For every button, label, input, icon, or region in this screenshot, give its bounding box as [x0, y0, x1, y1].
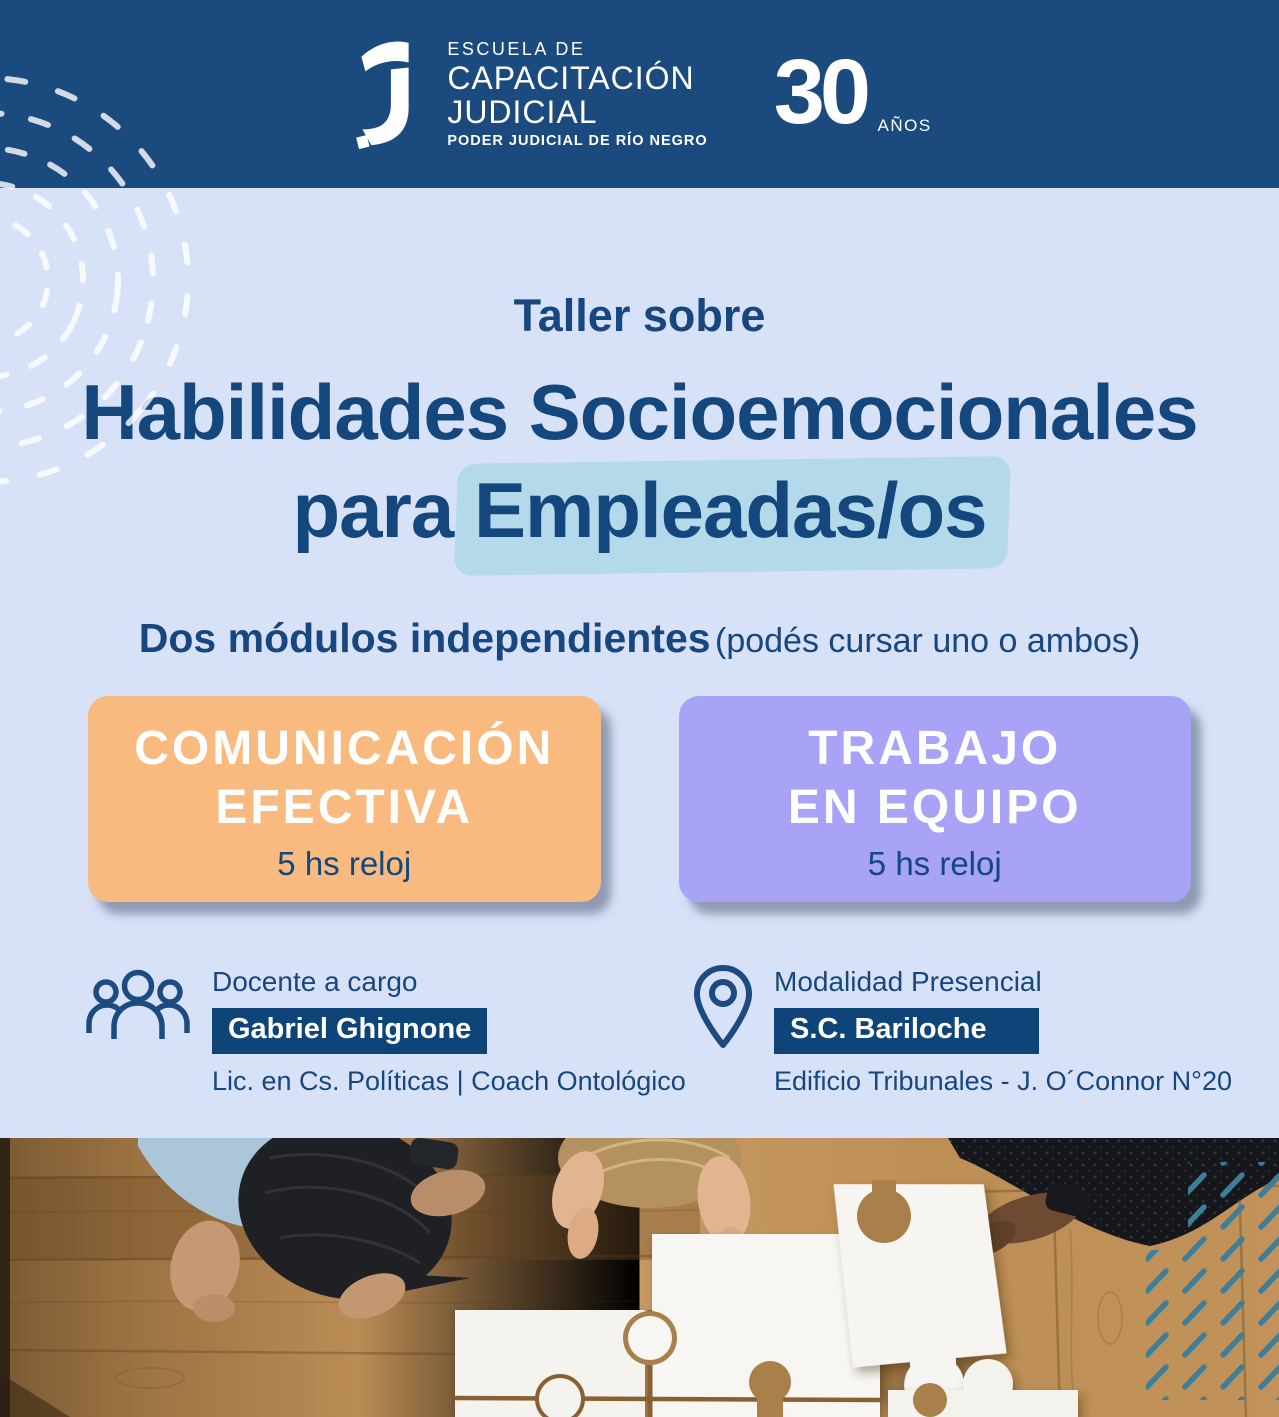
modules-subtitle-bold: Dos módulos independientes — [138, 615, 711, 661]
venue-text — [774, 964, 1232, 1097]
module-title-line2: EN EQUIPO — [787, 780, 1082, 834]
module-duration: 5 hs reloj — [277, 845, 412, 883]
module-duration: 5 hs reloj — [867, 845, 1002, 883]
module-title — [679, 720, 1192, 837]
venue-city-badge: S.C. Bariloche — [774, 1008, 1039, 1054]
title-line2-highlighted: Empleadas/os — [474, 462, 987, 560]
title-line2-prefix: para — [292, 465, 454, 554]
title-line1: Habilidades Socioemocionales — [81, 368, 1198, 456]
teamwork-puzzle-photo — [0, 1138, 1279, 1417]
module-title-line1: COMUNICACIÓN — [134, 722, 555, 775]
kicker-taller-sobre: Taller sobre — [513, 290, 766, 341]
teacher-text — [212, 964, 686, 1097]
module-title-line1: TRABAJO — [808, 722, 1062, 775]
anniversary-number: 30 — [773, 41, 867, 143]
venue-address: Edificio Tribunales - J. O´Connor N°20 — [774, 1066, 1232, 1096]
people-group-icon — [86, 964, 190, 1055]
venue-label: Modalidad Presencial — [774, 966, 1042, 997]
module-cards — [88, 696, 1191, 902]
module-card-comunicacion-efectiva — [88, 696, 601, 902]
details-row — [0, 964, 1279, 1104]
logo-line-judicial: JUDICIAL — [447, 93, 598, 130]
logo-line-capacitacion: CAPACITACIÓN — [447, 59, 695, 96]
anniversary-30-logo — [773, 41, 932, 144]
modules-subtitle-note: (podés cursar uno o ambos) — [715, 622, 1141, 660]
teacher-name-badge: Gabriel Ghignone — [212, 1008, 487, 1054]
logo-line-escuela-de: ESCUELA DE — [447, 38, 586, 59]
modules-subtitle — [0, 615, 1279, 662]
workshop-title — [0, 364, 1279, 559]
teacher-credentials: Lic. en Cs. Políticas | Coach Ontológico — [212, 1066, 686, 1096]
teacher-block — [86, 964, 686, 1097]
anniversary-label: AÑOS — [877, 116, 932, 135]
module-card-trabajo-en-equipo — [679, 696, 1192, 902]
brand-lockup — [0, 0, 1279, 188]
brand-text — [447, 40, 707, 149]
judicial-school-j-logo-icon — [355, 35, 417, 153]
location-pin-icon — [694, 964, 752, 1059]
venue-block — [694, 964, 1232, 1097]
module-title-line2: EFECTIVA — [215, 780, 474, 834]
module-title — [88, 720, 601, 837]
logo-tagline-poder-judicial: PODER JUDICIAL DE RÍO NEGRO — [447, 132, 708, 149]
teacher-label: Docente a cargo — [212, 966, 418, 997]
flyer-body — [0, 188, 1279, 1104]
